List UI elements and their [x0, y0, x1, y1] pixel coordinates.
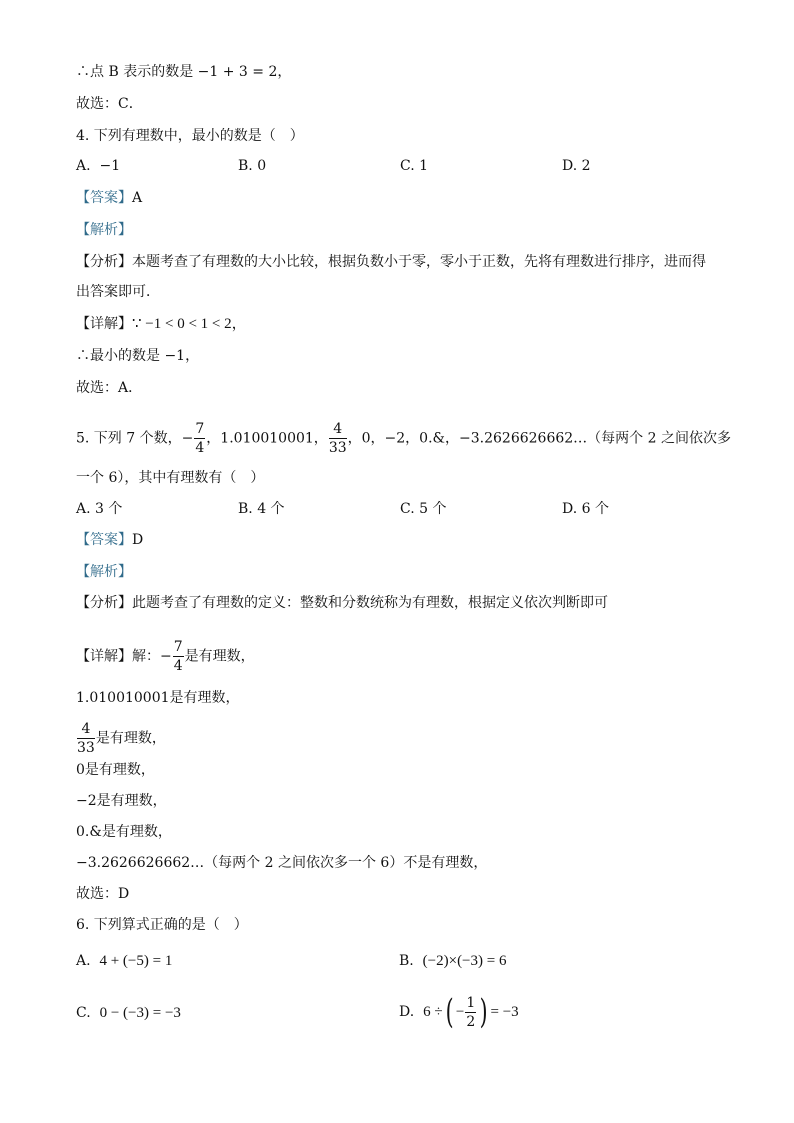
q5-item: 0是有理数，: [76, 762, 155, 778]
repeating-decimal-glyph: &: [432, 430, 446, 447]
left-paren: (: [445, 992, 454, 1032]
q4-option-c: C. 1: [400, 158, 429, 174]
q5-item: $\frac{4}{33}$ 是有理数，: [77, 721, 166, 756]
answer-tag: 【答案】: [76, 190, 132, 206]
q4-detail: 【详解】∵ −1 < 0 < 1 < 2，: [76, 316, 247, 332]
text-line: ∴点 B 表示的数是 −1 + 3 = 2，: [76, 64, 292, 80]
q5-option-d: D. 6 个: [562, 501, 609, 517]
right-paren: ): [479, 992, 488, 1032]
q4-answer: 【答案】A: [76, 190, 143, 206]
q4-option-d: D. 2: [562, 158, 591, 174]
analysis-tag: 【解析】: [76, 564, 132, 580]
q4-conclusion: ∴最小的数是 −1，: [76, 348, 200, 364]
question-4: 4. 下列有理数中，最小的数是（ ）: [76, 128, 304, 144]
q5-item: 0.&是有理数，: [76, 824, 172, 840]
fraction-seven-fourths: $\frac{7}{4}$: [195, 421, 205, 456]
q5-answer: 【答案】D: [76, 532, 144, 548]
q4-choose: 故选：A．: [76, 380, 143, 396]
question-6: 6. 下列算式正确的是（ ）: [76, 917, 248, 933]
fraction-one-half: $\frac{1}{2}$: [466, 994, 476, 1030]
q5-analysis-heading: [76, 562, 132, 582]
answer-tag: 【答案】: [76, 532, 132, 548]
q6-option-b: B. (−2)×(−3) = 6: [399, 953, 507, 969]
fraction-seven-fourths: $\frac{7}{4}$: [173, 639, 183, 674]
repeating-decimal-glyph: &: [89, 824, 102, 840]
q4-analysis-cont: 出答案即可．: [76, 284, 160, 300]
q4-analysis: 【分析】本题考查了有理数的大小比较，根据负数小于零，零小于正数，先将有理数进行排序，进而得: [76, 254, 706, 270]
q6-option-a: A. 4 + (−5) = 1: [76, 953, 173, 969]
fenxi-tag: 【分析】: [76, 254, 132, 270]
question-5: 5. 下列 7 个数，− $\frac{7}{4}$ ，1.010010001， $\frac{4}{33}$ ，0，−2，0.&，−3.2626626662…（每两个 2 之间依次多: [76, 421, 731, 456]
detail-tag: 【详解】: [76, 316, 132, 332]
q5-item: −3.2626626662…（每两个 2 之间依次多一个 6）不是有理数，: [76, 855, 488, 871]
question-5-cont: 一个 6），其中有理数有（ ）: [76, 470, 265, 486]
q5-option-c: C. 5 个: [400, 501, 447, 517]
fenxi-tag: 【分析】: [76, 595, 132, 611]
detail-tag: 【详解】: [76, 648, 132, 665]
q5-item: 1.010010001是有理数，: [76, 690, 240, 706]
q4-option-b: B. 0: [238, 158, 267, 174]
fraction-four-33: $\frac{4}{33}$: [328, 421, 347, 456]
q6-option-d: D. 6 ÷( − $\frac{1}{2}$ ) = −3: [399, 992, 519, 1032]
q5-option-a: A. 3 个: [76, 501, 123, 517]
text-line: 故选：C．: [76, 96, 143, 112]
q5-option-b: B. 4 个: [238, 501, 285, 517]
analysis-tag: 【解析】: [76, 222, 132, 238]
fraction-four-33: $\frac{4}{33}$: [77, 721, 95, 756]
q6-option-c: C. 0 − (−3) = −3: [76, 1005, 181, 1021]
q5-detail: 【详解】解：− $\frac{7}{4}$ 是有理数，: [76, 639, 255, 674]
q5-choose: 故选：D: [76, 886, 130, 902]
q4-option-a: A. −1: [76, 158, 121, 174]
q5-analysis: 【分析】此题考查了有理数的定义：整数和分数统称为有理数，根据定义依次判断即可: [76, 595, 608, 611]
q5-item: −2是有理数，: [76, 793, 167, 809]
q4-analysis-heading: [76, 220, 132, 240]
